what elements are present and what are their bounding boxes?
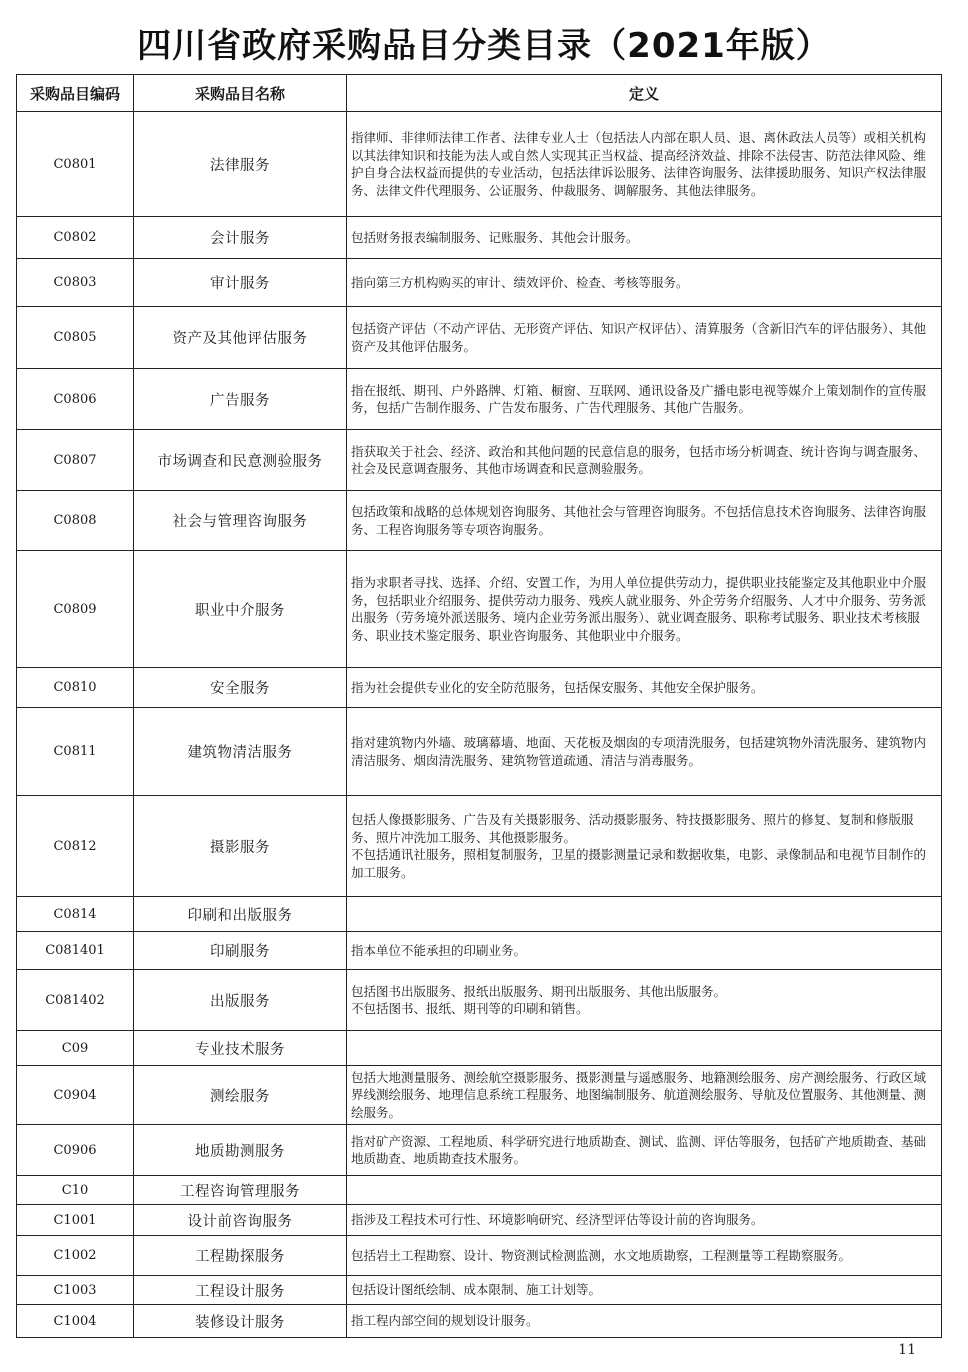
cell-code: C1002 — [17, 1236, 134, 1276]
table-header-row — [17, 75, 942, 112]
cell-name: 建筑物清洁服务 — [134, 708, 347, 796]
header-code: 采购品目编码 — [17, 75, 134, 112]
table-row — [17, 1176, 942, 1205]
cell-name: 审计服务 — [134, 259, 347, 307]
cell-code: C0805 — [17, 307, 134, 369]
cell-code: C0801 — [17, 112, 134, 217]
cell-definition: 包括岩土工程勘察、设计、物资测试检测监测，水文地质勘察，工程测量等工程勘察服务。 — [347, 1236, 942, 1276]
table-row — [17, 1305, 942, 1338]
cell-code: C0806 — [17, 369, 134, 430]
cell-name: 工程设计服务 — [134, 1276, 347, 1305]
cell-name: 安全服务 — [134, 668, 347, 708]
table-row — [17, 430, 942, 491]
cell-name: 广告服务 — [134, 369, 347, 430]
cell-name: 法律服务 — [134, 112, 347, 217]
table-row — [17, 551, 942, 668]
cell-code: C0814 — [17, 897, 134, 932]
cell-code: C1001 — [17, 1205, 134, 1236]
cell-name: 地质勘测服务 — [134, 1125, 347, 1176]
cell-definition: 包括财务报表编制服务、记账服务、其他会计服务。 — [347, 217, 942, 259]
cell-code: C10 — [17, 1176, 134, 1205]
cell-name: 专业技术服务 — [134, 1031, 347, 1066]
cell-code: C0906 — [17, 1125, 134, 1176]
cell-name: 印刷服务 — [134, 932, 347, 970]
catalog-table — [16, 74, 942, 1338]
table-row — [17, 970, 942, 1031]
cell-code: C0809 — [17, 551, 134, 668]
page-number: 11 — [898, 1342, 916, 1358]
cell-name: 工程咨询管理服务 — [134, 1176, 347, 1205]
table-row — [17, 1125, 942, 1176]
cell-code: C09 — [17, 1031, 134, 1066]
cell-definition: 包括设计图纸绘制、成本限制、施工计划等。 — [347, 1276, 942, 1305]
cell-code: C0808 — [17, 491, 134, 551]
table-row — [17, 668, 942, 708]
cell-code: C0811 — [17, 708, 134, 796]
cell-definition: 指为求职者寻找、选择、介绍、安置工作，为用人单位提供劳动力，提供职业技能鉴定及其他职业中介服务，包括职业介绍服务、提供劳动力服务、残疾人就业服务、外企劳务介绍服务、人才中介服务、劳务派出服务（劳务境外派送服务、境内企业劳务派出服务）、就业调查服务、职称考试服务、职业技术考核服务、职业技术鉴定服务、职业咨询服务、其他职业中介服务。 — [347, 551, 942, 668]
table-row — [17, 369, 942, 430]
cell-definition: 包括图书出版服务、报纸出版服务、期刊出版服务、其他出版服务。 不包括图书、报纸、期刊等的印刷和销售。 — [347, 970, 942, 1031]
cell-code: C0812 — [17, 796, 134, 897]
table-row — [17, 307, 942, 369]
table-row — [17, 217, 942, 259]
cell-name: 职业中介服务 — [134, 551, 347, 668]
table-row — [17, 259, 942, 307]
cell-code: C0810 — [17, 668, 134, 708]
cell-name: 摄影服务 — [134, 796, 347, 897]
cell-code: C1003 — [17, 1276, 134, 1305]
cell-definition: 指工程内部空间的规划设计服务。 — [347, 1305, 942, 1338]
table-row — [17, 1205, 942, 1236]
header-definition: 定义 — [347, 75, 942, 112]
table-row — [17, 1236, 942, 1276]
cell-definition: 指本单位不能承担的印刷业务。 — [347, 932, 942, 970]
cell-definition: 指为社会提供专业化的安全防范服务，包括保安服务、其他安全保护服务。 — [347, 668, 942, 708]
cell-definition: 指对矿产资源、工程地质、科学研究进行地质勘查、测试、监测、评估等服务，包括矿产地质勘查、基础地质勘查、地质勘查技术服务。 — [347, 1125, 942, 1176]
table-row — [17, 897, 942, 932]
cell-definition: 指涉及工程技术可行性、环境影响研究、经济型评估等设计前的咨询服务。 — [347, 1205, 942, 1236]
table-row — [17, 932, 942, 970]
cell-code: C0807 — [17, 430, 134, 491]
table-row — [17, 1066, 942, 1125]
cell-code: C0904 — [17, 1066, 134, 1125]
cell-definition: 指向第三方机构购买的审计、绩效评价、检查、考核等服务。 — [347, 259, 942, 307]
table-body — [17, 112, 942, 1338]
cell-definition: 指获取关于社会、经济、政治和其他问题的民意信息的服务，包括市场分析调查、统计咨询与调查服务、社会及民意调查服务、其他市场调查和民意测验服务。 — [347, 430, 942, 491]
cell-name: 测绘服务 — [134, 1066, 347, 1125]
cell-code: C0802 — [17, 217, 134, 259]
table-row — [17, 491, 942, 551]
cell-definition: 包括人像摄影服务、广告及有关摄影服务、活动摄影服务、特技摄影服务、照片的修复、复制和修版服务、照片冲洗加工服务、其他摄影服务。 不包括通讯社服务，照相复制服务，卫星的摄影测量记录和数据收集，电影、录像制品和电视节目制作的加工服务。 — [347, 796, 942, 897]
cell-name: 工程勘探服务 — [134, 1236, 347, 1276]
cell-definition: 包括政策和战略的总体规划咨询服务、其他社会与管理咨询服务。不包括信息技术咨询服务、法律咨询服务、工程咨询服务等专项咨询服务。 — [347, 491, 942, 551]
cell-name: 出版服务 — [134, 970, 347, 1031]
table-row — [17, 112, 942, 217]
page-title: 四川省政府采购品目分类目录（2021年版） — [137, 26, 831, 66]
table-row — [17, 796, 942, 897]
cell-definition: 包括资产评估（不动产评估、无形资产评估、知识产权评估）、清算服务（含新旧汽车的评估服务）、其他资产及其他评估服务。 — [347, 307, 942, 369]
cell-definition — [347, 897, 942, 932]
table-row — [17, 1276, 942, 1305]
cell-definition — [347, 1031, 942, 1066]
cell-code: C1004 — [17, 1305, 134, 1338]
cell-definition: 指在报纸、期刊、户外路牌、灯箱、橱窗、互联网、通讯设备及广播电影电视等媒介上策划制作的宣传服务，包括广告制作服务、广告发布服务、广告代理服务、其他广告服务。 — [347, 369, 942, 430]
cell-name: 装修设计服务 — [134, 1305, 347, 1338]
table-row — [17, 1031, 942, 1066]
cell-definition — [347, 1176, 942, 1205]
cell-name: 印刷和出版服务 — [134, 897, 347, 932]
cell-code: C081401 — [17, 932, 134, 970]
cell-definition: 包括大地测量服务、测绘航空摄影服务、摄影测量与遥感服务、地籍测绘服务、房产测绘服务、行政区域界线测绘服务、地理信息系统工程服务、地图编制服务、航道测绘服务、导航及位置服务、其他测量、测绘服务。 — [347, 1066, 942, 1125]
cell-name: 社会与管理咨询服务 — [134, 491, 347, 551]
cell-definition: 指律师、非律师法律工作者、法律专业人士（包括法人内部在职人员、退、离休政法人员等）或相关机构以其法律知识和技能为法人或自然人实现其正当权益、提高经济效益、排除不法侵害、防范法律风险、维护自身合法权益而提供的专业活动，包括法律诉讼服务、法律咨询服务、法律援助服务、知识产权法律服务、法律文件代理服务、公证服务、仲裁服务、调解服务、其他法律服务。 — [347, 112, 942, 217]
cell-name: 会计服务 — [134, 217, 347, 259]
cell-name: 市场调查和民意测验服务 — [134, 430, 347, 491]
table-row — [17, 708, 942, 796]
cell-name: 设计前咨询服务 — [134, 1205, 347, 1236]
cell-name: 资产及其他评估服务 — [134, 307, 347, 369]
cell-definition: 指对建筑物内外墙、玻璃幕墙、地面、天花板及烟囱的专项清洗服务，包括建筑物外清洗服务、建筑物内清洁服务、烟囱清洗服务、建筑物管道疏通、清洁与消毒服务。 — [347, 708, 942, 796]
cell-code: C0803 — [17, 259, 134, 307]
cell-code: C081402 — [17, 970, 134, 1031]
header-name: 采购品目名称 — [134, 75, 347, 112]
